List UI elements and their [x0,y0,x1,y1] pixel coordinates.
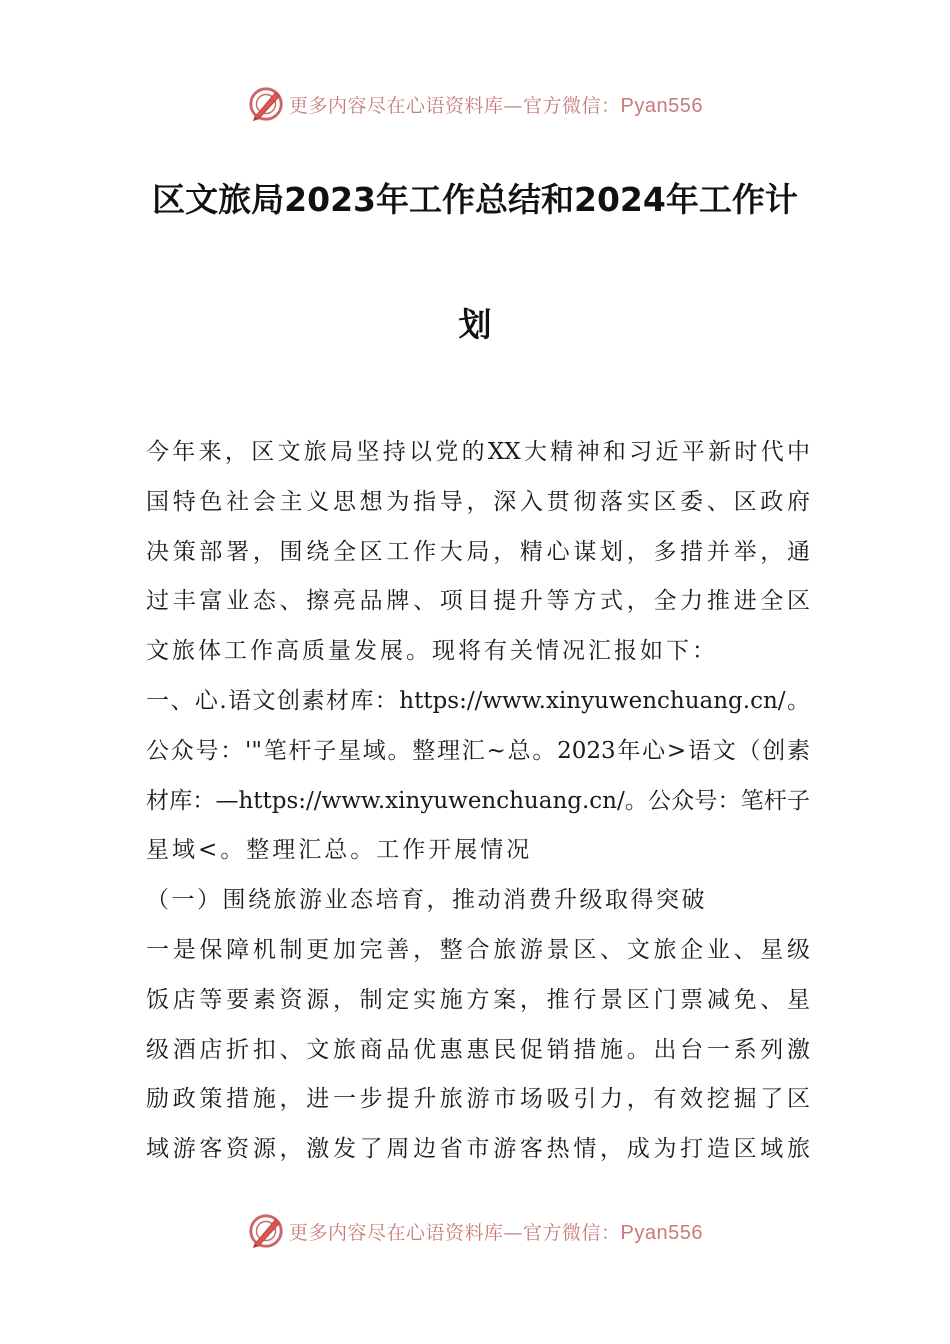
body-line: 今年来，区文旅局坚持以党的XX大精神和习近平新时代中 [146,439,810,465]
pen-logo-icon [247,85,285,123]
pen-logo-icon [247,1212,285,1250]
watermark-handle: Pyan556 [620,1221,703,1244]
watermark-text [289,91,703,118]
body-line: 一是保障机制更加完善，整合旅游景区、文旅企业、星级 [146,936,810,963]
watermark-label: 更多内容尽在心语资料库—官方微信： [289,1221,621,1244]
body-line: 国特色社会主义思想为指导，深入贯彻落实区委、区政府 [146,488,810,515]
body-line: 一、心.语文创素材库：https://www.xinyuwenchuang.cn/。 [146,687,810,714]
body-line: 材库：—https://www.xinyuwenchuang.cn/。公众号：笔杆子 [146,787,810,814]
watermark-label: 更多内容尽在心语资料库—官方微信： [289,94,621,117]
watermark-banner-top [0,84,950,124]
body-line: 饭店等要素资源，制定实施方案，推行景区门票减免、星 [146,986,810,1013]
body-line: 域游客资源，激发了周边省市游客热情，成为打造区域旅 [146,1136,810,1163]
watermark-text [289,1218,703,1245]
document-title-line-2: 划 [458,305,492,344]
body-line: 决策部署，围绕全区工作大局，精心谋划，多措并举，通 [146,538,810,565]
body-line: 过丰富业态、擦亮品牌、项目提升等方式，全力推进全区 [146,588,810,615]
watermark-handle: Pyan556 [620,94,703,117]
document-body [146,428,810,1175]
body-line: 级酒店折扣、文旅商品优惠惠民促销措施。出台一系列激 [146,1036,810,1063]
watermark-group [247,1212,703,1250]
section-heading: （一）围绕旅游业态培育，推动消费升级取得突破 [146,887,707,914]
body-line: 公众号：'"笔杆子星域。整理汇~总。2023年心>语文（创素 [146,737,810,764]
document-title-line-1: 区文旅局2023年工作总结和2024年工作计 [152,180,798,219]
body-line: 星域<。整理汇总。工作开展情况 [146,837,533,864]
watermark-banner-bottom [0,1211,950,1251]
watermark-group [247,85,703,123]
body-line: 文旅体工作高质量发展。现将有关情况汇报如下： [146,638,718,665]
body-line: 励政策措施，进一步提升旅游市场吸引力，有效挖掘了区 [146,1086,810,1113]
